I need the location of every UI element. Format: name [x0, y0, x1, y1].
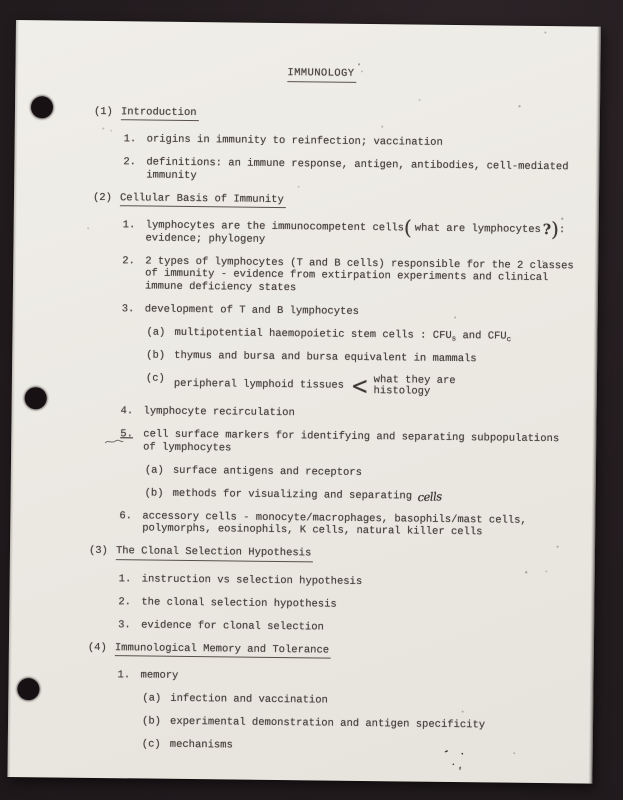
- sub-item: [8, 691, 593, 710]
- sub-item-letter: (a): [142, 692, 162, 705]
- outline-item: [14, 155, 599, 187]
- page-title: IMMUNOLOGY: [287, 67, 356, 82]
- section-cellular-basis: [10, 190, 599, 540]
- sub-item-text-part: and CFU: [456, 329, 507, 343]
- item-text: the clonal selection hypothesis: [141, 595, 337, 611]
- punch-hole: [31, 96, 53, 118]
- item-number: 5.: [120, 428, 133, 441]
- sub-item: [8, 737, 593, 760]
- sub-item-letter: (b): [146, 348, 166, 362]
- outline-item: [13, 301, 598, 320]
- sub-item-text: experimental demonstration and antigen specificity: [169, 715, 486, 732]
- section-number: (4): [87, 641, 107, 654]
- item-number: 2.: [118, 595, 132, 608]
- section-heading-row: [9, 640, 594, 661]
- sub-item-text-part: multipotential haemopoietic stem cells : CFU: [174, 326, 452, 342]
- item-text-line2: evidence; phylogeny: [145, 231, 266, 246]
- item-number: 1.: [123, 133, 137, 146]
- sub-item: [11, 462, 596, 481]
- sub-item: [12, 347, 597, 366]
- ink-mark: ’: [439, 748, 450, 760]
- item-text: cell surface markers for identifying and separating subpopulations of lymphocytes: [143, 428, 560, 454]
- item-text: development of T and B lymphocytes: [144, 302, 360, 318]
- sub-item-letter: (b): [144, 486, 164, 500]
- outline-item: [12, 404, 597, 423]
- sub-item-letter: (a): [144, 463, 164, 477]
- handwritten-note-stack: [373, 375, 455, 399]
- sub-item-letter: (c): [141, 738, 161, 751]
- outline-item: [9, 594, 594, 613]
- item-text: lymphocyte recirculation: [143, 405, 295, 420]
- section-heading-row: [15, 104, 600, 125]
- punch-hole: [17, 678, 39, 700]
- item-text: definitions: an immune response, antigen, antibodies, cell-mediated immunity: [146, 156, 569, 182]
- item-number: 1.: [122, 219, 136, 232]
- outline-item: [9, 617, 594, 636]
- sub-item-text: thymus and bursa and bursa equivalent in mammals: [174, 349, 477, 365]
- section-number: (1): [93, 105, 113, 118]
- note-line: histology: [373, 385, 431, 398]
- handwritten-annotation-text: what are lymphocytes: [414, 222, 541, 236]
- outline-item: [10, 571, 595, 590]
- handwritten-word-cells: cells: [417, 488, 443, 504]
- cfu-subscript-s: s: [451, 334, 457, 344]
- sub-item: [8, 714, 593, 733]
- sub-item-letter: (b): [141, 715, 162, 728]
- section-introduction: [14, 104, 600, 186]
- section-heading: The Clonal Selection Hypothesis: [116, 545, 313, 562]
- sub-item-letter: (c): [145, 371, 165, 385]
- section-clonal-selection: [9, 544, 595, 637]
- item-number: 3.: [118, 618, 131, 631]
- item-text: accessory cells - monocyte/macrophages, basophils/mast cells, polymorphs, eosinophils, K cells, natural killer cells: [142, 509, 527, 539]
- item-number: 4.: [120, 405, 134, 418]
- item-text: memory: [140, 669, 179, 682]
- handwritten-question-mark: ?: [542, 221, 552, 239]
- item-text: 2 types of lymphocytes (T and B cells) responsible for the 2 classes of immunity - evidence from extirpation experiments and clinical immune deficiency states: [144, 254, 574, 294]
- item-number: 6.: [119, 509, 133, 522]
- sub-item-text: peripheral lymphoid tissues: [173, 377, 345, 392]
- sub-item-text: infection and vaccination: [170, 692, 328, 707]
- item-text: evidence for clonal selection: [141, 618, 324, 634]
- handwritten-close-paren: ): [550, 217, 560, 242]
- section-number: (2): [92, 191, 112, 204]
- item-number: 3.: [121, 302, 135, 315]
- section-heading: Cellular Basis of Immunity: [120, 192, 286, 208]
- item-number: 1.: [117, 669, 131, 682]
- paper-sheet: [7, 20, 601, 784]
- item-text: [145, 215, 598, 249]
- outline-item: [15, 132, 600, 151]
- sub-item: [12, 370, 597, 400]
- handwritten-squiggle-mark: [104, 437, 124, 446]
- section-heading: Immunological Memory and Tolerance: [115, 642, 331, 659]
- sub-item: [11, 485, 596, 504]
- sub-item-text: mechanisms: [169, 738, 233, 752]
- paper-specks: [16, 20, 17, 21]
- ink-mark: ,: [456, 760, 465, 772]
- section-heading: Introduction: [121, 106, 199, 121]
- outline-item: [10, 508, 595, 540]
- outline-item: [11, 427, 596, 459]
- sub-item-text: methods for visualizing and separating: [172, 487, 413, 503]
- item-text: instruction vs selection hypothesis: [141, 572, 363, 588]
- item-number: 2.: [123, 156, 137, 169]
- item-text-part: :: [558, 224, 566, 237]
- item-number: 1.: [118, 572, 132, 585]
- handwritten-open-paren: (: [403, 215, 412, 240]
- section-heading-row: [10, 544, 595, 565]
- outline-item: [9, 668, 594, 687]
- outline-item: [13, 215, 598, 250]
- outline-item: [13, 253, 598, 297]
- sub-item-text: surface antigens and receptors: [172, 464, 362, 479]
- note-line: what they are: [373, 373, 456, 387]
- item-number: 2.: [122, 254, 135, 267]
- punch-hole: [25, 387, 47, 409]
- item-text-part: lymphocytes are the immunocompetent cells: [145, 219, 405, 235]
- sub-item: [12, 324, 597, 343]
- cfu-subscript-c: c: [506, 335, 512, 344]
- item-text: origins in immunity to reinfection; vaccination: [146, 133, 443, 149]
- section-heading-row: [14, 190, 599, 211]
- section-memory-tolerance: [8, 640, 594, 760]
- section-number: (3): [88, 544, 108, 558]
- sub-item-text: [174, 326, 511, 342]
- sub-item-letter: (a): [146, 326, 166, 339]
